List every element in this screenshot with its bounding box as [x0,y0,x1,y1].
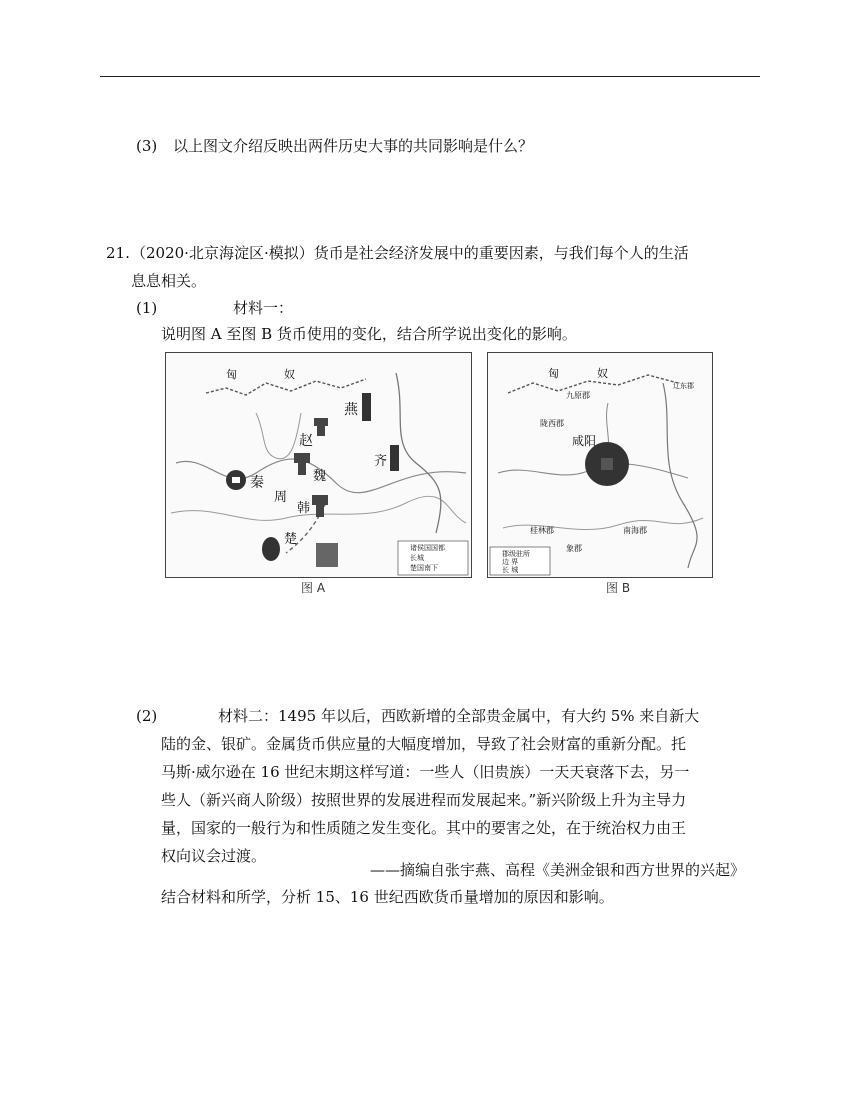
q21-2-prompt: 结合材料和所学，分析 15、16 世纪西欧货币量增加的原因和影响。 [161,888,614,906]
knife-coin-yan-icon [362,393,371,421]
map-b-label-xianyang: 咸阳 [572,434,597,448]
spade-coin-wei-icon [294,453,310,475]
q21-2-source: ——摘编自张宇燕、高程《美洲金银和西方世界的兴起》 [370,861,746,879]
map-a-label-wei: 魏 [313,469,327,484]
gold-plate-chu-icon [316,543,338,567]
map-a-legend-chu-south: 楚国南下 [410,564,438,572]
map-a-legend-wall: 长城 [410,554,424,562]
map-b-label-xiong: 匈 [548,367,559,380]
q21-1-prompt: 说明图 A 至图 B 货币使用的变化，结合所学说出变化的影响。 [161,325,577,343]
map-a-caption: 图 A [301,581,326,595]
q21-2-line4: 些人（新兴商人阶级）按照世界的发展进程而发展起来。”新兴阶级上升为主导力 [161,791,687,809]
map-b-label-guilin: 桂林郡 [530,526,554,535]
map-b-label-jiuyuan: 九原郡 [566,391,590,400]
q21-number: 21. [106,244,130,262]
header-rule [100,76,760,77]
q20-3-number: (3) [136,137,158,155]
knife-coin-qi-icon [390,445,399,471]
q21-2-number: (2) [136,707,158,725]
q21-1-number: (1) [136,299,158,317]
map-b-label-longxi: 陇西郡 [540,419,564,428]
map-figure-a [165,352,472,578]
map-a-legend-capital: 诸侯国国都 [410,544,445,552]
map-a-label-zhou: 周 [274,490,288,505]
map-b-legend-seat: 郡级驻所 [502,550,530,558]
map-figure-b [487,352,713,578]
q21-2-line2: 陆的金、银矿。金属货币供应量的大幅度增加，导致了社会财富的重新分配。托 [161,735,687,753]
q21-2-line3: 马斯·威尔逊在 16 世纪末期这样写道：一些人（旧贵族）一天天衰落下去，另一 [161,763,690,781]
q21-2-line1: 材料二：1495 年以后，西欧新增的全部贵金属中，有大约 5% 来自新大 [218,707,700,725]
map-a-label-xiong: 匈 [226,368,237,381]
map-a-label-yan: 燕 [344,402,358,418]
map-a-label-chu: 楚 [284,532,298,547]
map-b-label-xiang: 象郡 [566,544,582,553]
map-a-label-han: 韩 [297,501,311,516]
map-b-label-nanhai: 南海郡 [623,526,647,535]
map-b-legend-wall: 长 城 [502,566,519,574]
ant-nose-coin-chu-icon [262,537,280,561]
q21-stem-line2: 息息相关。 [131,272,207,290]
map-a-label-qin: 秦 [250,475,264,491]
q20-3-text: 以上图文介绍反映出两件历史大事的共同影响是什么？ [173,137,534,155]
map-b-legend-border: 边 界 [502,558,519,566]
spade-coin-zhao-icon [314,418,328,436]
q21-stem-line1: （2020·北京海淀区·模拟）货币是社会经济发展中的重要因素，与我们每个人的生活 [131,244,689,262]
map-b-caption: 图 B [606,581,631,595]
map-a-label-zhao: 赵 [299,433,313,449]
q21-2-line5: 量，国家的一般行为和性质随之发生变化。其中的要害之处，在于统治权力由王 [161,819,687,837]
map-a-label-qi: 齐 [374,454,388,469]
q21-2-line6: 权向议会过渡。 [161,847,267,865]
map-a-label-nu: 奴 [284,368,295,381]
map-b-label-nu: 奴 [597,367,608,380]
q21-1-title: 材料一： [233,299,294,317]
map-b-label-liaodong: 辽东郡 [673,382,694,390]
